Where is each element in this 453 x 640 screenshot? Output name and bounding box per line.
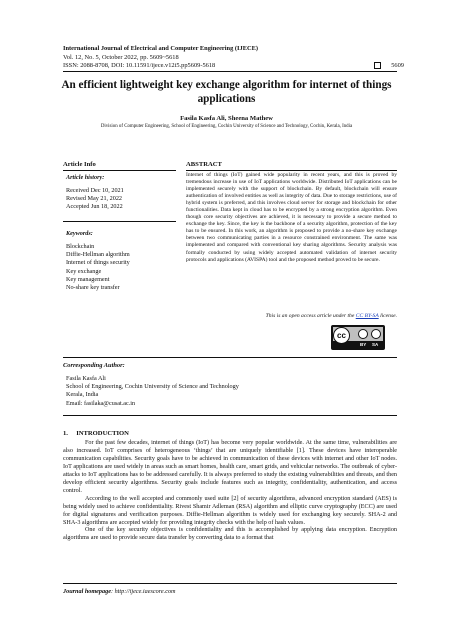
abstract-text: Internet of things (IoT) gained wide popularity in recent years, and this is proved by tremendous increase in use of IoT applications worldwide. Distributed IoT applications can be implemented securely with the support of blockchain. By default, blockchain will ensure authentication of involved entities as well as integrity of data. Due to storage restrictions, use of hybrid system is preferred, and this involves cloud server for storage and blockchain for other functionalities. Data kept in cloud has to be encrypted by a strong encryption algorithm. Even though core security objectives are achieved, it is necessary to provide a secure method to exchange the key. Since, the key is the backbone of a security algorithm, protection of the key has to be ensured. In this work, an algorithm is proposed to provide a no-share key exchange between two communicating parties in a resource constrained environment. The same was implemented and compared with conventional key sharing algorithms. Security analysis was formally conducted by using widely accepted automated validation of internet security protocols and applications (AVISPA) tool and the proposed method proved to be secure. xyxy=(186,172,397,263)
article-info-rule xyxy=(63,170,176,171)
keywords-heading: Keywords: xyxy=(66,230,93,237)
paper-affiliation: Division of Computer Engineering, School of Engineering, Cochin University of Science and Technology, Cochin, Kerala, India xyxy=(100,124,353,129)
corresponding-heading: Corresponding Author: xyxy=(63,362,125,369)
history-accepted: Accepted Jun 18, 2022 xyxy=(66,203,123,211)
paper-authors: Fasila Kasfa Ali, Sheena Mathew xyxy=(180,115,273,122)
journal-name: International Journal of Electrical and Computer Engineering (IJECE) xyxy=(63,45,258,52)
cc-by-sa-link[interactable]: CC BY-SA xyxy=(355,313,379,319)
header-rule xyxy=(63,71,397,72)
introduction-paragraph: One of the key security objectives is confidentiality and this is accomplished by applying data encryption. Encryption algorithms are used to provide secure data transfer by converting data to a format that xyxy=(63,527,397,542)
square-icon xyxy=(374,62,381,69)
badge-sa-label: SA xyxy=(372,342,379,347)
page-number-block xyxy=(374,62,404,69)
history-revised: Revised May 21, 2022 xyxy=(66,195,123,203)
keyword-item: Key exchange xyxy=(66,267,102,275)
page-number: 5609 xyxy=(391,62,404,69)
introduction-paragraph: According to the well accepted and commonly used suite [2] of security algorithms, advanced encryption standard (AES) is being widely used to achieve confidentiality. Rivest Shamir Adleman (RSA) algorithm and elliptic curve cryptography (ECC) are used for digital signatures and verification purposes. Diffie-Hellman algorithm is widely used for exchanging key securely. SHA-2 and SHA-3 algorithms are accepted widely for providing integrity checks with the help of hash values. xyxy=(63,495,397,526)
footer-label: Journal homepage xyxy=(63,588,111,595)
history-rule xyxy=(63,221,176,222)
corresponding-institution: School of Engineering, Cochin University of Science and Technology xyxy=(66,383,239,391)
corresponding-details xyxy=(66,375,366,408)
volume-line: Vol. 12, No. 5, October 2022, pp. 5609~5618 xyxy=(63,53,179,61)
abstract-heading: ABSTRACT xyxy=(186,161,222,168)
corresponding-location: Kerala, India xyxy=(66,391,99,399)
creative-commons-badge[interactable] xyxy=(331,325,385,350)
corresponding-email: Email: fasilaka@cusat.ac.in xyxy=(66,399,136,407)
keyword-item: Key management xyxy=(66,275,110,283)
license-suffix: license. xyxy=(378,313,397,319)
history-heading: Article history: xyxy=(66,174,105,181)
attribution-icon xyxy=(358,329,368,339)
history-list xyxy=(66,187,176,212)
corresponding-name: Fasila Kasfa Ali xyxy=(66,375,106,382)
introduction-paragraph: For the past few decades, internet of things (IoT) has become very popular worldwide. At the same time, vulnerabilities are also increased. IoT comprises of heterogeneous ‘things’ that are uniquely identifiable [1]. These devices have interoperable communication capabilities. Security goals have to be achieved in communication of these devices with internet and other IoT nodes. IoT applications are used widely in areas such as smart homes, health care, smart grids, and vehicular networks. The outbreak of cyber-attacks to IoT applications has to be addressed carefully. It is always preferred to study the existing vulnerabilities and threats, and then develop efficient security algorithms. Security goals include features such as integrity, confidentiality, authentication, and access control. xyxy=(63,440,397,494)
introduction-heading: 1. INTRODUCTION xyxy=(63,430,129,437)
footer-rule xyxy=(63,583,397,584)
keyword-item: No-share key transfer xyxy=(66,284,120,292)
keywords-list xyxy=(66,243,176,292)
article-info-heading: Article Info xyxy=(63,161,96,168)
keyword-item: Diffie-Hellman algorithm xyxy=(66,251,130,259)
badge-by-label: BY xyxy=(360,342,367,347)
license-line xyxy=(186,313,397,319)
share-alike-icon xyxy=(371,329,381,339)
issn-line: ISSN: 2088-8708, DOI: 10.11591/ijece.v12i5.pp5609-5618 xyxy=(63,62,216,70)
corresponding-rule xyxy=(63,415,397,416)
paper-title: An efficient lightweight key exchange algorithm for internet of things applications xyxy=(61,79,392,105)
introduction-body xyxy=(63,440,397,543)
journal-homepage xyxy=(63,588,176,595)
keyword-item: Internet of things security xyxy=(66,259,130,267)
license-prefix: This is an open access article under the xyxy=(265,313,356,319)
footer-url: : http://ijece.iaescore.com xyxy=(110,588,176,595)
journal-header xyxy=(63,45,403,71)
keyword-item: Blockchain xyxy=(66,243,95,250)
cc-icon: cc xyxy=(333,327,350,344)
history-received: Received Dec 10, 2021 xyxy=(66,187,124,194)
abstract-rule xyxy=(186,170,397,171)
abstract-end-rule xyxy=(63,357,397,358)
